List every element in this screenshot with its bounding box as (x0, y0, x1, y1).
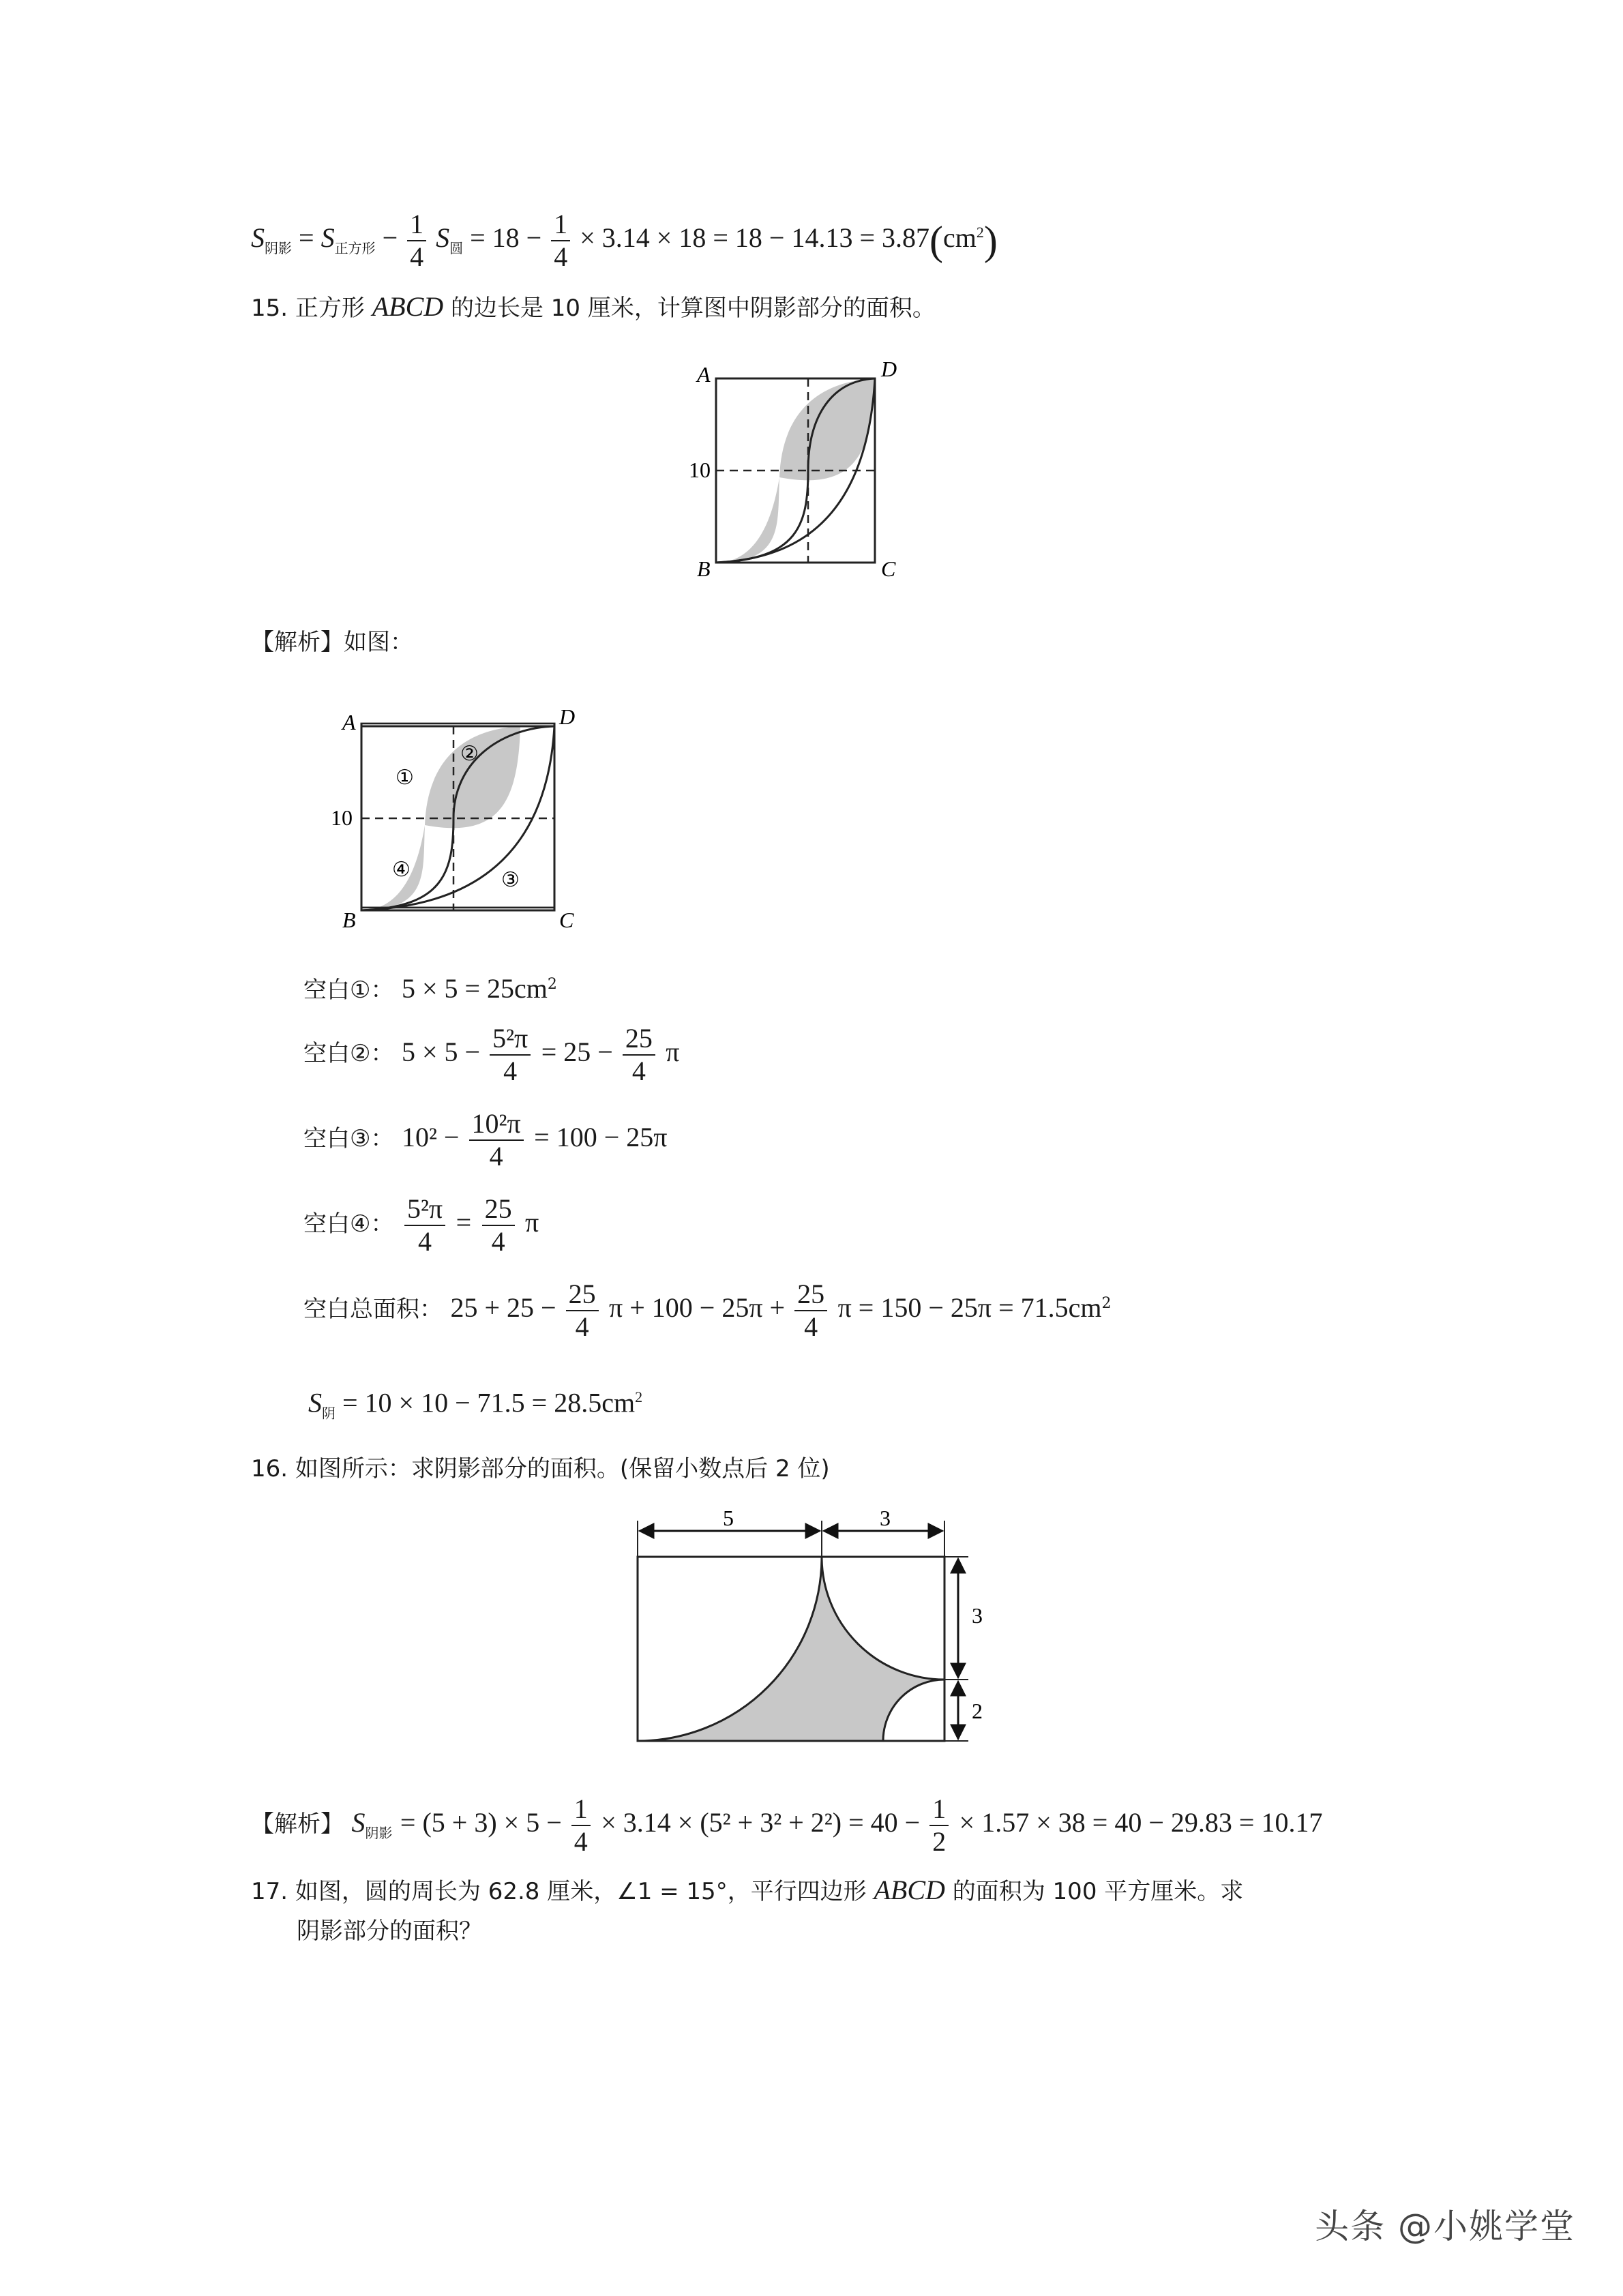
q15-figure (682, 355, 955, 586)
sub-square: 正方形 (334, 240, 376, 257)
q15s-label-A: A (342, 710, 356, 734)
prev-unit: cm (943, 222, 977, 254)
q16s-frac1: $\frac{1}{4}$ (571, 1793, 591, 1858)
q15s-region-1: ① (396, 766, 414, 789)
line4-post: π (525, 1207, 539, 1238)
q15-text (251, 290, 936, 325)
q15s-region-4: ④ (392, 859, 411, 881)
line4-mid: = (456, 1207, 472, 1238)
line2-label: 空白②： (303, 1040, 394, 1067)
q15-solution-figure (327, 702, 600, 934)
q15s-region-2: ② (460, 743, 479, 765)
q15-label-A: A (697, 362, 711, 387)
line3-frac: $\frac{\text{10²π}}{4}$ (469, 1108, 524, 1172)
line5-mid: π + 100 − 25π + (609, 1292, 792, 1323)
q17-abcd: ABCD (874, 1875, 945, 1905)
q15s-label-B: B (342, 908, 356, 932)
q15s-label-D: D (559, 704, 576, 729)
line3-label: 空白③： (303, 1125, 394, 1152)
q15s-line3 (303, 1108, 667, 1172)
line4-label: 空白④： (303, 1210, 394, 1238)
q15s-region-3: ③ (501, 869, 520, 891)
q15-label-C: C (881, 556, 896, 581)
q16s-frac2: $\frac{1}{2}$ (929, 1793, 949, 1858)
q15-text-a: 正方形 (295, 295, 372, 322)
q16-solution: 【解析】 $S_{阴影} = (5 + 3) \times 5$ − $\frac{1}{4}$ × 3.14 × (5² + 3² + 2²) = 40 − $\frac{1}{2}$ × 1.57 × 38 = 40 − 29.83 = 10.17 (251, 1793, 1323, 1857)
q15s-label-10: 10 (331, 805, 353, 830)
line2-mid: = 25 − (541, 1037, 620, 1067)
q15s-line1: 空白①： $5 \times 5 = 25cm^2$ (303, 973, 557, 1004)
q16-label-3h: 3 (972, 1603, 983, 1628)
q15s-label-C: C (559, 908, 574, 932)
sub-shadow: 阴影 (265, 240, 292, 257)
line4-frac2: $\frac{25}{4}$ (482, 1193, 515, 1257)
q16-label-2h: 2 (972, 1699, 983, 1723)
line3-pre: 10² − (401, 1122, 466, 1152)
q16-body: 如图所示：求阴影部分的面积。(保留小数点后 2 位) (295, 1455, 830, 1482)
q15s-line2 (303, 1023, 679, 1087)
q15-label-D: D (881, 357, 897, 381)
line1-math: 5 × 5 = 25cm (401, 973, 548, 1004)
q15-label-B: B (697, 556, 711, 581)
sub-circle: 圆 (449, 240, 464, 257)
line5-label: 空白总面积： (303, 1296, 443, 1323)
line3-post: = 100 − 25π (534, 1122, 668, 1152)
line6-sub: 阴 (322, 1405, 336, 1422)
line5-frac: $\frac{25}{4}$ (566, 1279, 599, 1343)
watermark: 头条 @小姚学堂 (1315, 2207, 1575, 2246)
line2-pre: 5 × 5 − (401, 1037, 488, 1067)
frac-quarter-2: $\frac{1}{4}$ (551, 209, 570, 273)
q16s-sub: 阴影 (365, 1825, 393, 1841)
frac-quarter: $\frac{1}{4}$ (407, 209, 426, 273)
q17-text-b: 的面积为 100 平方厘米。求 (944, 1878, 1244, 1905)
q16-label-3w: 3 (880, 1510, 891, 1530)
q16-text (251, 1452, 830, 1485)
q17-text-a: 如图，圆的周长为 62.8 厘米，∠1 = 15°，平行四边形 (295, 1878, 874, 1905)
q17-text (251, 1874, 1243, 1908)
line2-post: π (666, 1037, 680, 1067)
q16-shaded (638, 1557, 944, 1741)
prev-rhs: = 18 − (470, 222, 549, 254)
q15-label-10: 10 (689, 458, 711, 482)
q16-figure (614, 1510, 996, 1756)
q15-number: 15. (251, 295, 288, 322)
line2-frac2: $\frac{25}{4}$ (623, 1023, 655, 1087)
q15s-line4 (303, 1193, 539, 1257)
q15-solution-heading: 【解析】如图： (251, 629, 413, 656)
q15s-line5: 空白总面积： 25 + 25 − $\frac{25}{4}$ π + 100 − 25π + $\frac{25}{4}$ $\pi = 150 - 25\pi = 71.5cm^2$ (303, 1279, 1112, 1342)
q15s-shaded-lens (361, 726, 520, 910)
line4-frac: $\frac{\text{5²π}}{4}$ (404, 1193, 445, 1257)
q17-text-line2: 阴影部分的面积？ (297, 1918, 482, 1945)
q16s-math-a: = (5 + 3) × 5 − (400, 1807, 569, 1838)
line5-frac2: $\frac{25}{4}$ (794, 1279, 827, 1343)
line6-math: = 10 × 10 − 71.5 = 28.5cm (342, 1387, 636, 1418)
q16s-heading: 【解析】 (251, 1810, 344, 1838)
q17-number: 17. (251, 1878, 288, 1905)
q15-abcd: ABCD (372, 291, 444, 322)
line2-frac: $\frac{\text{5²π}}{4}$ (490, 1023, 531, 1087)
line1-label: 空白①： (303, 976, 394, 1004)
q15s-line6: $S_阴 = 10 \times 10 - 71.5 = 28.5cm^2$ (308, 1387, 643, 1422)
line5-post: π = 150 − 25π = 71.5cm (837, 1292, 1102, 1323)
q16s-math-b: × 3.14 × (5² + 3² + 2²) = 40 − (601, 1807, 927, 1838)
q15-text-b: 的边长是 10 厘米，计算图中阴影部分的面积。 (443, 295, 936, 322)
line5-pre: 25 + 25 − (450, 1292, 563, 1323)
q16s-math-c: × 1.57 × 38 = 40 − 29.83 = 10.17 (959, 1807, 1323, 1838)
prev-rhs2: × 3.14 × 18 = 18 − 14.13 = 3.87 (580, 222, 930, 254)
q16-label-5: 5 (723, 1510, 734, 1530)
q16-number: 16. (251, 1455, 288, 1482)
q15-shaded-lens (716, 378, 875, 563)
prev-solution-line: $S_{阴影} = S_{正方形}$ − $\frac{1}{4}$ $S_圆 = 18$ − $\frac{1}{4}$ × $3.14 \times 18 = 18 - 14.13 = 3.87(cm^2)$ (251, 209, 998, 272)
